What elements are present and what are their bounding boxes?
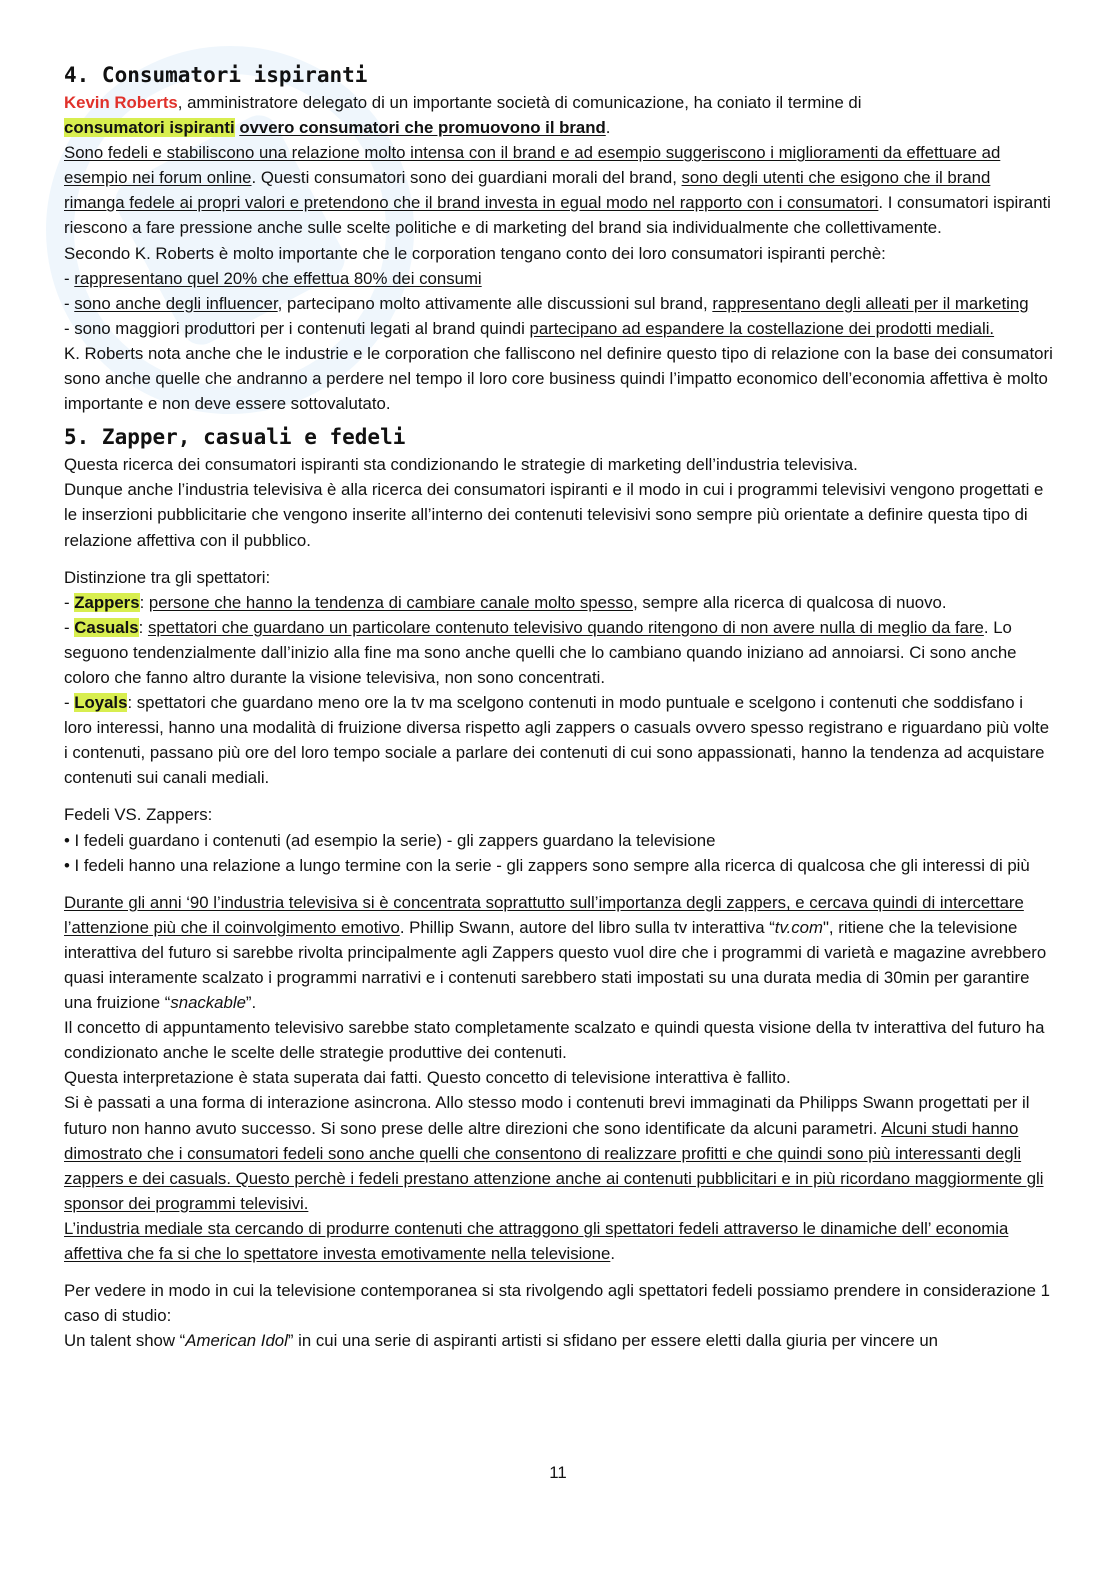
author-name: Kevin Roberts	[64, 93, 178, 112]
distinction-title: Distinzione tra gli spettatori:	[64, 567, 271, 587]
highlight-zappers: Zappers	[74, 592, 140, 612]
definition-casuals: - Casuals: spettatori che guardano un particolare contenuto televisivo quando ritengono di non avere nulla di meglio da fare. Lo seguono tendenzialmente dall’inizio alla fine ma sono anche quelli che lo cambiano quando iniziano ad annoiarsi. Ci sono anche coloro che fanno altro durante la visione televisiva, non sono concentrati.	[64, 617, 1017, 687]
section-5-paragraph-2: Dunque anche l’industria televisiva è alla ricerca dei consumatori ispiranti e il modo in cui i programmi televisivi vengono progettati e le inserzioni pubblicitarie che vengono inserite all’interno dei contenuti televisivi sono sempre più orientate a definire questa tipo di relazione affettiva con il pubblico.	[64, 480, 1044, 550]
paragraph-superata: Questa interpretazione è stata superata dai fatti. Questo concetto di televisione interattiva è fallito.	[64, 1068, 791, 1088]
highlight-consumatori-ispiranti: consumatori ispiranti	[64, 118, 235, 138]
section-4-bullet-2: - sono anche degli influencer, partecipano molto attivamente alle discussioni sul brand, rappresentano degli alleati per il marketing	[64, 293, 1029, 313]
section-4-heading: 4. Consumatori ispiranti	[64, 63, 368, 87]
document-page	[64, 60, 1054, 1353]
fedeli-vs-zappers-item-1: • I fedeli guardano i contenuti (ad esempio la serie) - gli zappers guardano la televisione	[64, 830, 716, 850]
paragraph-caso-studio: Per vedere in modo in cui la televisione contemporanea si sta rivolgendo agli spettatori fedeli possiamo prendere in considerazione 1 caso di studio:	[64, 1281, 1051, 1326]
section-5-heading: 5. Zapper, casuali e fedeli	[64, 425, 406, 450]
paragraph-anni-90: Durante gli anni ‘90 l’industria televisiva si è concentrata soprattutto sull’importanza degli zappers, e cercava quindi di intercettare l’attenzione più che il coinvolgimento emotivo. Phillip Swann, autore del libro sulla tv interattiva “tv.com", ritiene che la televisione interattiva del futuro si sarebbe rivolta principalmente agli Zappers questo vuol dire che i programmi di varietà e magazine avrebbero quasi interamente scalzato i programmi narrativi e i contenuti sarebbero stati impostati su una durata media di 30min per garantire una fruizione “snackable”.	[64, 892, 1047, 1013]
paragraph-industria-mediale: L’industria mediale sta cercando di produrre contenuti che attraggono gli spettatori fedeli attraverso le dinamiche dell’ economia affettiva che fa si che lo spettatore investa emotivamente nella televisione.	[64, 1218, 1009, 1264]
section-4-paragraph-conclusion: K. Roberts nota anche che le industrie e le corporation che falliscono nel definire questo tipo di relazione con la base dei consumatori sono anche quelle che andranno a perdere nel tempo il loro core business quindi l’impatto economico dell’economia affettiva è molto importante e non deve essere sottovalutato.	[64, 343, 1053, 414]
highlight-loyals: Loyals	[74, 693, 128, 713]
definition-zappers: - Zappers: persone che hanno la tendenza di cambiare canale molto spesso, sempre alla ricerca di qualcosa di nuovo.	[64, 592, 947, 612]
paragraph-appuntamento: Il concetto di appuntamento televisivo sarebbe stato completamente scalzato e quindi questa visione della tv interattiva del futuro ha condizionato anche le scelte delle strategie produttive dei contenuti.	[64, 1018, 1045, 1063]
section-4-paragraph-roberts: Secondo K. Roberts è molto importante che le corporation tengano conto dei loro consumatori ispiranti perchè:	[64, 243, 886, 263]
page-number: 11	[549, 1463, 567, 1482]
paragraph-american-idol: Un talent show “American Idol” in cui una serie di aspiranti artisti si sfidano per essere eletti dalla giuria per vincere un	[64, 1331, 939, 1351]
fedeli-vs-zappers-item-2: • I fedeli hanno una relazione a lungo termine con la serie - gli zappers sono sempre alla ricerca di qualcosa che gli interessi di più	[64, 855, 1030, 875]
definition-loyals: - Loyals: spettatori che guardano meno ore la tv ma scelgono contenuti in modo puntuale e scelgono i contenuti che soddisfano i loro interessi, hanno una modalità di fruizione diversa rispetto agli zappers o casuals ovvero spesso registrano e riguardano più volte i contenuti, passano più ore del loro tempo sociale a parlare dei contenuti di cui sono appassionati, hanno la tendenza ad acquistare contenuti sui canali mediali.	[64, 693, 1050, 788]
section-4-paragraph-fedeli: Sono fedeli e stabiliscono una relazione molto intensa con il brand e ad esempio suggeriscono i miglioramenti da effettuare ad esempio nei forum online. Questi consumatori sono dei guardiani morali del brand, sono degli utenti che esigono che il brand rimanga fedele ai propri valori e pretendono che il brand investa in egual modo nel rapporto con i consumatori. I consumatori ispiranti riescono a fare pressione anche sulle scelte politiche e di marketing del brand sia individualmente che collettivamente.	[64, 143, 1051, 238]
section-4-bullet-1: - rappresentano quel 20% che effettua 80% dei consumi	[64, 268, 482, 288]
paragraph-asincrona: Si è passati a una forma di interazione asincrona. Allo stesso modo i contenuti brevi immaginati da Philipps Swann progettati per il futuro non hanno avuto successo. Si sono prese delle altre direzioni che sono identificate da alcuni parametri. Alcuni studi hanno dimostrato che i consumatori fedeli sono anche quelli che consentono di realizzare profitti e che quindi sono più interessanti degli zappers e dei casuals. Questo perchè i fedeli prestano attenzione anche ai contenuti pubblicitari e in più ricordano maggiormente gli sponsor dei programmi televisivi.	[64, 1093, 1044, 1213]
fedeli-vs-zappers-title: Fedeli VS. Zappers:	[64, 805, 213, 825]
highlight-casuals: Casuals	[74, 617, 139, 637]
section-5-paragraph-1: Questa ricerca dei consumatori ispiranti sta condizionando le strategie di marketing dell’industria televisiva.	[64, 455, 858, 475]
section-4-bullet-3: - sono maggiori produttori per i contenuti legati al brand quindi partecipano ad espandere la costellazione dei prodotti mediali.	[64, 318, 995, 338]
section-4-paragraph-intro: Kevin Roberts, amministratore delegato di un importante società di comunicazione, ha coniato il termine di consumatori ispiranti ovvero consumatori che promuovono il brand.	[64, 93, 862, 138]
